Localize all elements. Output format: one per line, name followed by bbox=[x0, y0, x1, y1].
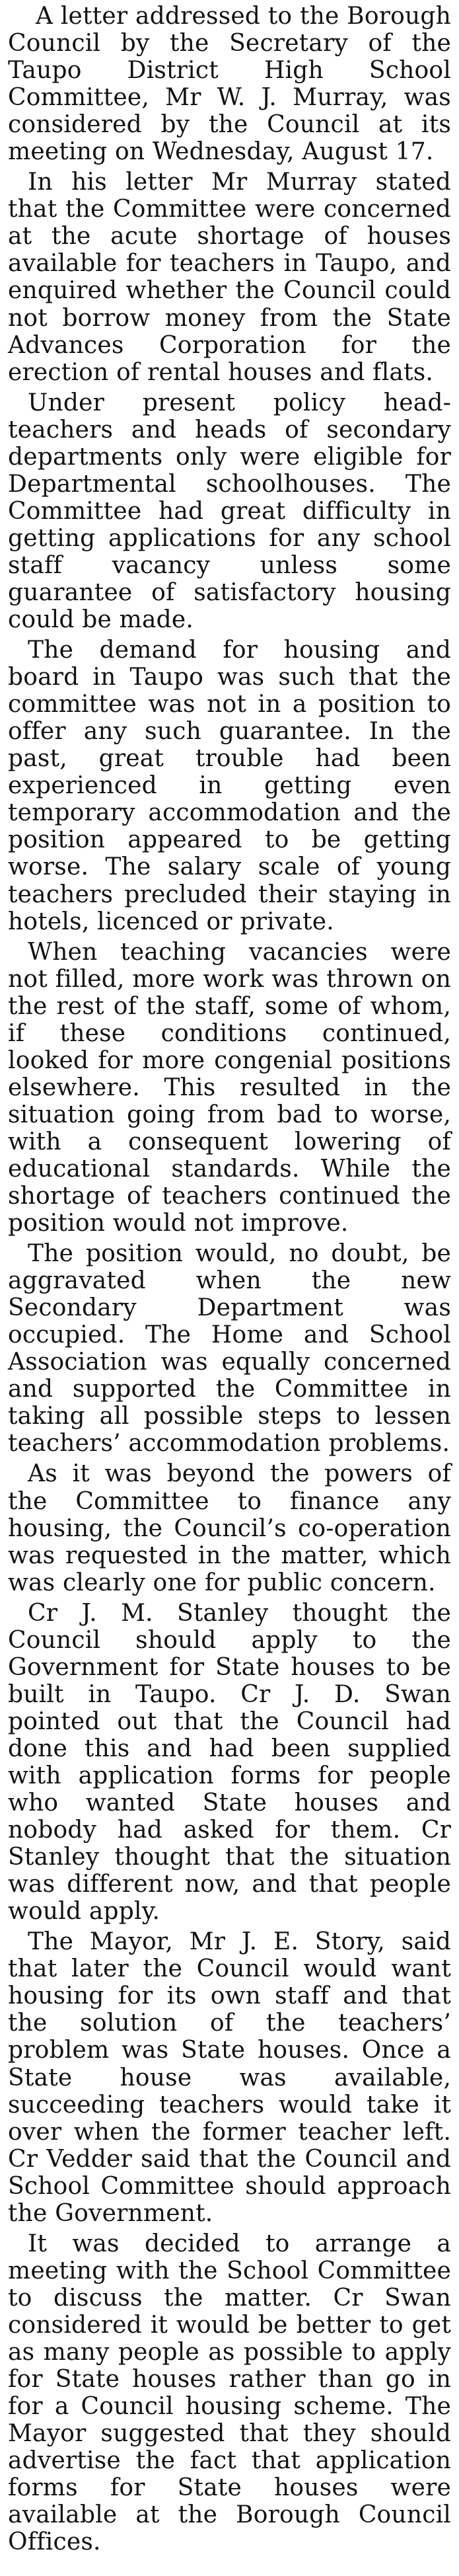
paragraph-mayor-statement: The Mayor, Mr J. E. Story, said that later the Council would want housing for its own staff and that the solution of the teachers’ problem was State houses. Once a State house was available, succeeding teachers would take it over when the former teacher left. Cr Vedder said that the Council and School Committee should approach the Government. bbox=[8, 1928, 451, 2227]
paragraph-housing-shortage: In his letter Mr Murray stated that the Committee were concerned at the acute shortage of houses available for teachers in Taupo, and enquired whether the Council could not borrow money from the State Advances Corporation for the erection of rental houses and flats. bbox=[8, 169, 451, 386]
paragraph-teaching-vacancies: When teaching vacancies were not filled, more work was thrown on the rest of the staff, some of whom, if these conditions continued, looked for more congenial positions elsewhere. This resulted in the situation going from bad to worse, with a consequent lowering of educational standards. While the shortage of teachers continued the position would not improve. bbox=[8, 938, 451, 1237]
paragraph-stanley-swan-discussion: Cr J. M. Stanley thought the Council should apply to the Government for State houses to be built in Taupo. Cr J. D. Swan pointed out that the Council had done this and had been supplied with application forms for people who wanted State houses and nobody had asked for them. Cr Stanley thought that the situation was different now, and that people would apply. bbox=[8, 1599, 451, 1926]
paragraph-departmental-schoolhouses: Under present policy head-teachers and heads of secondary departments only were eligible for Departmental schoolhouses. The Committee had great difficulty in getting applications for any school staff vacancy unless some guarantee of satisfactory housing could be made. bbox=[8, 389, 451, 634]
paragraph-letter-from-committee: A letter addressed to the Borough Council by the Secretary of the Taupo District High School Committee, Mr W. J. Murray, was considered by the Council at its meeting on Wednesday, August 17. bbox=[8, 3, 451, 166]
paragraph-secondary-department: The position would, no doubt, be aggravated when the new Secondary Department was occupied. The Home and School Association was equally concerned and supported the Committee in taking all possible steps to lessen teachers’ accommodation problems. bbox=[8, 1240, 451, 1458]
paragraph-council-cooperation: As it was beyond the powers of the Committee to finance any housing, the Council’s co-operation was requested in the matter, which was clearly one for public concern. bbox=[8, 1460, 451, 1596]
paragraph-meeting-decision: It was decided to arrange a meeting with the School Committee to discuss the matter. Cr Swan considered it would be better to get as many people as possible to apply for State houses rather than go in for a Council housing scheme. The Mayor suggested that they should advertise the fact that application forms for State houses were available at the Borough Council Offices. bbox=[8, 2230, 451, 2556]
paragraph-demand-for-housing: The demand for housing and board in Taupo was such that the committee was not in a position to offer any such guarantee. In the past, great trouble had been experienced in getting even temporary accommodation and the position appeared to be getting worse. The salary scale of young teachers precluded their staying in hotels, licenced or private. bbox=[8, 637, 451, 935]
